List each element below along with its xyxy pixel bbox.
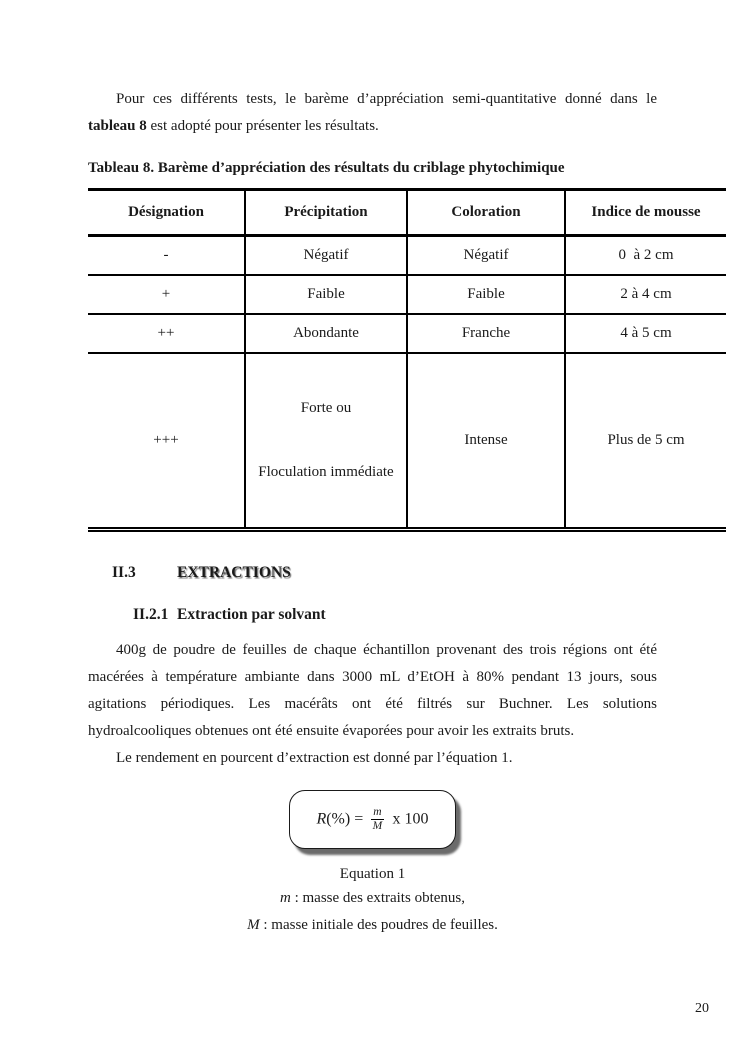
table-cell: Intense <box>407 353 565 530</box>
subsection-heading-extraction-par-solvant <box>88 605 657 625</box>
page-number: 20 <box>695 1001 709 1016</box>
table-cell: Franche <box>407 314 565 353</box>
equation-variable-R: R <box>316 810 327 828</box>
table-row <box>88 236 726 276</box>
section-heading-extractions <box>88 563 657 583</box>
cell-line-floculation: Floculation immédiate <box>258 464 394 480</box>
appreciation-table <box>88 188 726 532</box>
intro-paragraph <box>88 86 657 140</box>
intro-bold-tableau-8: tableau 8 <box>88 118 147 134</box>
equation-box <box>289 790 455 849</box>
section-title: EXTRACTIONS <box>177 564 291 581</box>
table-cell: Plus de 5 cm <box>565 353 726 530</box>
table-cell: + <box>88 275 245 314</box>
table-row <box>88 314 726 353</box>
legend-text-m: : masse des extraits obtenus, <box>290 890 465 907</box>
table-cell: Faible <box>407 275 565 314</box>
table-row <box>88 353 726 530</box>
table-cell: - <box>88 236 245 276</box>
intro-text-2: est adopté pour présenter les résultats. <box>146 118 379 134</box>
equation-caption: Equation 1 <box>339 866 406 883</box>
table-row <box>88 275 726 314</box>
legend-text-M: : masse initiale des poudres de feuilles. <box>259 917 498 934</box>
section-number: II.3 <box>112 564 136 581</box>
subsection-title: Extraction par solvant <box>177 606 326 623</box>
body-paragraph-rendement: Le rendement en pourcent d’extraction est donné par l’équation 1. <box>116 750 513 766</box>
subsection-number: II.2.1 <box>133 606 169 623</box>
equation-equals: (%) = <box>326 810 368 828</box>
intro-text-1: Pour ces différents tests, le barème d’appréciation semi-quantitative donné dans le <box>116 91 657 107</box>
legend-variable-m: m <box>280 890 291 907</box>
equation-fraction <box>371 806 383 833</box>
table-cell: Négatif <box>407 236 565 276</box>
table-caption: Tableau 8. Barème d’appréciation des résultats du criblage phytochimique <box>88 160 565 176</box>
table-header-row <box>88 190 726 236</box>
column-header-indice-mousse: Indice de mousse <box>565 190 726 236</box>
table-cell: +++ <box>88 353 245 530</box>
equation-times-100: x 100 <box>388 810 429 828</box>
table-cell: Faible <box>245 275 407 314</box>
cell-line-forte-ou: Forte ou <box>300 400 352 416</box>
equation-legend-m <box>88 885 657 912</box>
table-cell: Négatif <box>245 236 407 276</box>
table-cell: 0 à 2 cm <box>565 236 726 276</box>
table-cell: 4 à 5 cm <box>565 314 726 353</box>
column-header-coloration: Coloration <box>407 190 565 236</box>
legend-variable-M: M <box>247 917 260 934</box>
table-cell: ++ <box>88 314 245 353</box>
body-paragraph-extraction: 400g de poudre de feuilles de chaque échantillon provenant des trois régions ont été macérées à température ambiante dans 3000 mL d’EtOH à 80% pendant 13 jours, sous agitations périodiques. Les macérâts ont été filtrés sur Buchner. Les solutions hydroalcooliques obtenues ont été ensuite évaporées pour avoir les extraits bruts. <box>88 642 657 739</box>
table-cell: Abondante <box>245 314 407 353</box>
equation-legend-M <box>88 912 657 939</box>
table-cell: 2 à 4 cm <box>565 275 726 314</box>
fraction-numerator: m <box>371 806 383 820</box>
column-header-designation: Désignation <box>88 190 245 236</box>
column-header-precipitation: Précipitation <box>245 190 407 236</box>
fraction-denominator: M <box>372 820 383 833</box>
equation-box-container <box>88 790 657 849</box>
table-cell <box>245 353 407 530</box>
